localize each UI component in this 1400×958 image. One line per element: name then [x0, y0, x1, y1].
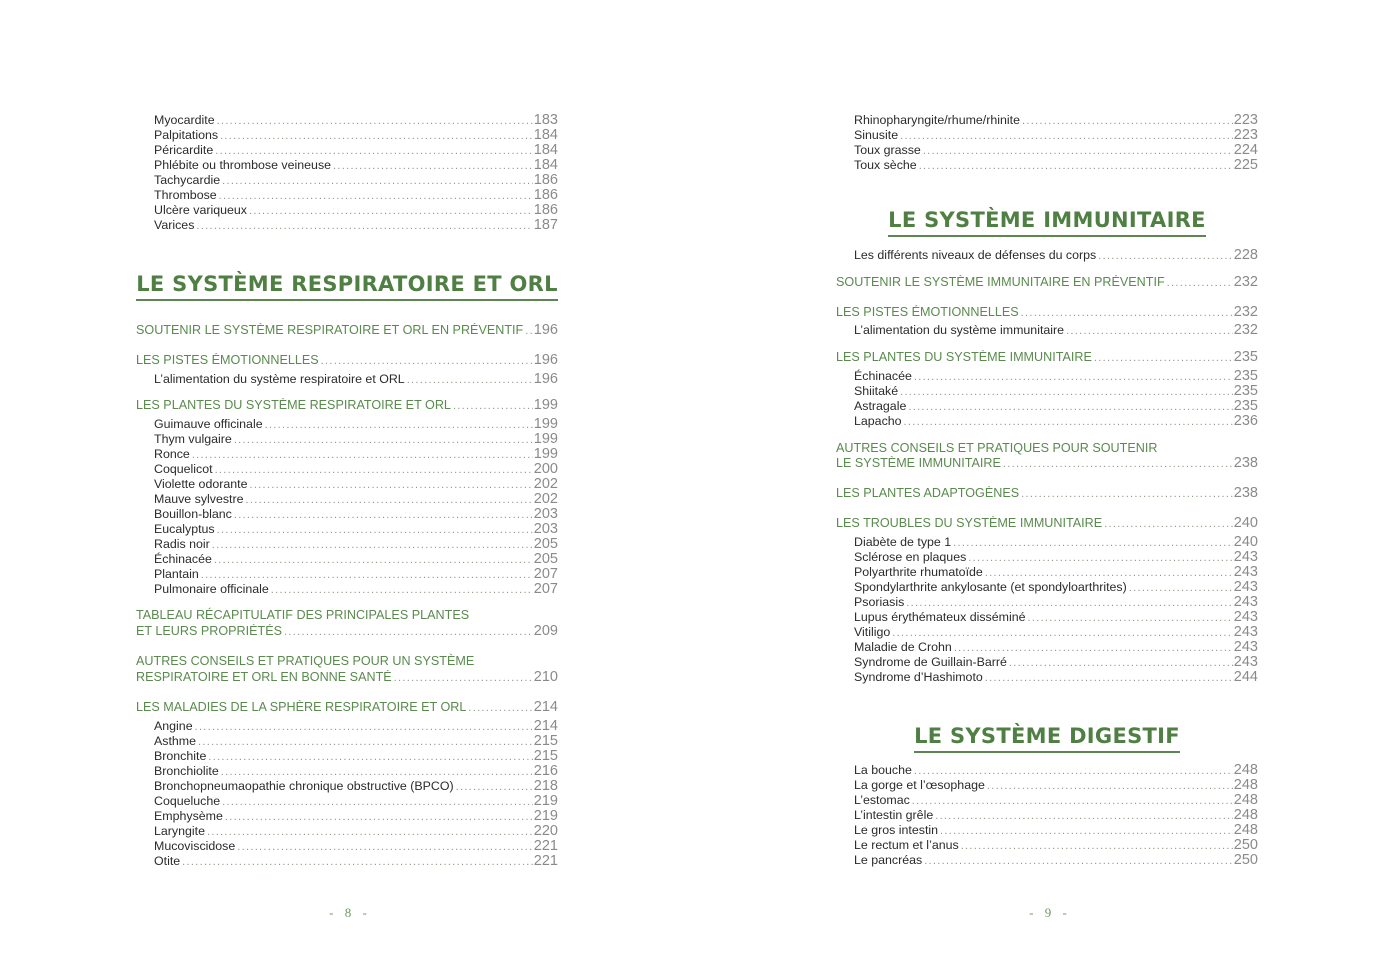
page-number: 223 — [1233, 113, 1258, 128]
page-number: 196 — [533, 323, 558, 338]
dot-leader — [1094, 351, 1233, 366]
section-heading[interactable]: LES MALADIES DE LA SPHÈRE RESPIRATOIRE ET ORL ..... 214 — [136, 700, 558, 716]
dot-leader — [198, 735, 533, 749]
toc-entry[interactable]: Varices ..... 187 — [154, 218, 558, 233]
dot-leader — [1066, 324, 1233, 338]
dot-leader — [217, 523, 533, 537]
toc-entry[interactable]: Otite ..... 221 — [154, 854, 558, 869]
toc-entry[interactable]: Sclérose en plaques ..... 243 — [854, 550, 1258, 565]
chapter-title-respiratory: LE SYSTÈME RESPIRATOIRE ET ORL — [136, 272, 558, 301]
dot-leader — [195, 720, 533, 734]
page-number: 221 — [533, 839, 558, 854]
dot-leader — [246, 493, 533, 507]
toc-entry[interactable]: Syndrome de Guillain-Barré ..... 243 — [854, 655, 1258, 670]
dot-leader — [914, 764, 1233, 778]
toc-entry[interactable]: Tachycardie ..... 186 — [154, 173, 558, 188]
page-number: 215 — [533, 749, 558, 764]
dot-leader — [249, 478, 532, 492]
dot-leader — [321, 354, 533, 369]
page-number: 218 — [533, 779, 558, 794]
section-heading[interactable]: LES TROUBLES DU SYSTÈME IMMUNITAIRE ..... 240 — [836, 516, 1258, 532]
dot-leader — [284, 625, 533, 640]
dot-leader — [207, 825, 533, 839]
toc-entry[interactable]: L’alimentation du système immunitaire ..... 232 — [854, 323, 1258, 338]
page-number: 199 — [533, 398, 558, 413]
page-number: 187 — [533, 218, 558, 233]
section-heading[interactable]: LES PLANTES DU SYSTÈME RESPIRATOIRE ET ORL ..... 199 — [136, 398, 558, 414]
section-heading[interactable]: LES PLANTES ADAPTOGÈNES ..... 238 — [836, 486, 1258, 502]
toc-entry[interactable]: Bouillon-blanc ..... 203 — [154, 507, 558, 522]
toc-entry[interactable]: Phlébite ou thrombose veineuse ..... 184 — [154, 158, 558, 173]
page-number: 236 — [1233, 414, 1258, 429]
toc-entry[interactable]: Sinusite ..... 223 — [854, 128, 1258, 143]
section-heading[interactable]: SOUTENIR LE SYSTÈME RESPIRATOIRE ET ORL EN PRÉVENTIF ..... 196 — [136, 323, 558, 339]
dot-leader — [217, 114, 533, 128]
page-number: 243 — [1233, 580, 1258, 595]
dot-leader — [912, 794, 1233, 808]
toc-entry[interactable]: Spondylarthrite ankylosante (et spondyloarthrites) ..... 243 — [854, 580, 1258, 595]
page-number: 184 — [533, 143, 558, 158]
page-number: 238 — [1233, 486, 1258, 501]
page-number: 186 — [533, 203, 558, 218]
toc-entry[interactable]: Asthme ..... 215 — [154, 734, 558, 749]
dot-leader — [222, 795, 533, 809]
dot-leader — [923, 144, 1233, 158]
right-page — [700, 0, 1400, 958]
toc-entry[interactable]: Plantain ..... 207 — [154, 567, 558, 582]
page-folio: - 9 - — [1029, 905, 1071, 920]
dot-leader — [1003, 457, 1233, 472]
dot-leader — [265, 418, 533, 432]
toc-entry[interactable]: Psoriasis ..... 243 — [854, 595, 1258, 610]
dot-leader — [968, 551, 1233, 565]
toc-entry[interactable]: Toux sèche ..... 225 — [854, 158, 1258, 173]
toc-entry[interactable]: Syndrome d’Hashimoto ..... 244 — [854, 670, 1258, 685]
chapter-title-immune: LE SYSTÈME IMMUNITAIRE — [836, 208, 1258, 237]
dot-leader — [394, 671, 533, 686]
page-number: 235 — [1233, 369, 1258, 384]
dot-leader — [1009, 656, 1233, 670]
page-number: 184 — [533, 128, 558, 143]
dot-leader — [935, 809, 1233, 823]
toc-entry[interactable]: Coquelicot ..... 200 — [154, 462, 558, 477]
page-number: 199 — [533, 432, 558, 447]
toc-entry[interactable]: La bouche ..... 248 — [854, 763, 1258, 778]
toc-entry[interactable]: Coqueluche ..... 219 — [154, 794, 558, 809]
toc-entry[interactable]: Bronchopneumaopathie chronique obstructive (BPCO) ..... 218 — [154, 779, 558, 794]
dot-leader — [234, 433, 533, 447]
dot-leader — [214, 553, 533, 567]
page-number: 200 — [533, 462, 558, 477]
dot-leader — [192, 448, 533, 462]
page-number: 248 — [1233, 808, 1258, 823]
toc-entry[interactable]: Eucalyptus ..... 203 — [154, 522, 558, 537]
dot-leader — [900, 385, 1233, 399]
section-heading[interactable]: LE SYSTÈME IMMUNITAIRE ..... 238 — [836, 456, 1258, 472]
dot-leader — [1022, 114, 1233, 128]
dot-leader — [208, 750, 532, 764]
page-number: 232 — [1233, 275, 1258, 290]
page-number: 238 — [1233, 456, 1258, 471]
page-number: 232 — [1233, 305, 1258, 320]
toc-entry[interactable]: Ronce ..... 199 — [154, 447, 558, 462]
dot-leader — [953, 536, 1233, 550]
page-number: 243 — [1233, 550, 1258, 565]
dot-leader — [900, 129, 1233, 143]
page-number: 207 — [533, 567, 558, 582]
page-number: 196 — [533, 372, 558, 387]
section-heading[interactable]: LES PISTES ÉMOTIONNELLES ..... 232 — [836, 305, 1258, 321]
dot-leader — [1021, 306, 1233, 321]
chapter-title-digestive: LE SYSTÈME DIGESTIF — [836, 724, 1258, 753]
dot-leader — [940, 824, 1233, 838]
toc-entry[interactable]: Thym vulgaire ..... 199 — [154, 432, 558, 447]
toc-entry[interactable]: Palpitations ..... 184 — [154, 128, 558, 143]
page-folio: - 8 - — [329, 905, 371, 920]
toc-entry[interactable]: Ulcère variqueux ..... 186 — [154, 203, 558, 218]
toc-entry[interactable]: Lupus érythémateux disséminé ..... 243 — [854, 610, 1258, 625]
dot-leader — [906, 596, 1233, 610]
dot-leader — [219, 189, 533, 203]
toc-entry[interactable]: L’estomac ..... 248 — [854, 793, 1258, 808]
page-number: 244 — [1233, 670, 1258, 685]
toc-entry[interactable]: L’alimentation du système respiratoire et ORL ..... 196 — [154, 372, 558, 387]
dot-leader — [212, 538, 533, 552]
toc-entry[interactable]: Échinacée ..... 205 — [154, 552, 558, 567]
page-number: 243 — [1233, 640, 1258, 655]
page-number: 225 — [1233, 158, 1258, 173]
page-number: 235 — [1233, 399, 1258, 414]
page-number: 223 — [1233, 128, 1258, 143]
page-number: 196 — [533, 353, 558, 368]
page-number: 240 — [1233, 516, 1258, 531]
page-number: 250 — [1233, 853, 1258, 868]
page-number: 219 — [533, 809, 558, 824]
toc-entry[interactable]: Emphysème ..... 219 — [154, 809, 558, 824]
toc-entry[interactable]: Astragale ..... 235 — [854, 399, 1258, 414]
page-number: 243 — [1233, 565, 1258, 580]
section-heading-line1: TABLEAU RÉCAPITULATIF DES PRINCIPALES PLANTES — [136, 608, 470, 622]
toc-entry[interactable]: Polyarthrite rhumatoïde ..... 243 — [854, 565, 1258, 580]
page-number: 248 — [1233, 763, 1258, 778]
page-number: 243 — [1233, 655, 1258, 670]
dot-leader — [1104, 517, 1233, 532]
toc-entry[interactable]: Shiitaké ..... 235 — [854, 384, 1258, 399]
dot-leader — [1021, 487, 1233, 502]
toc-entry[interactable]: Laryngite ..... 220 — [154, 824, 558, 839]
page-number: 199 — [533, 417, 558, 432]
toc-entry[interactable]: Guimauve officinale ..... 199 — [154, 417, 558, 432]
page-number: 210 — [533, 670, 558, 685]
dot-leader — [249, 204, 533, 218]
page-number: 214 — [533, 700, 558, 715]
page-number: 235 — [1233, 350, 1258, 365]
section-heading-line1: AUTRES CONSEILS ET PRATIQUES POUR SOUTENIR — [836, 441, 1158, 455]
dot-leader — [222, 174, 533, 188]
page-number: 216 — [533, 764, 558, 779]
section-heading[interactable]: LES PISTES ÉMOTIONNELLES ..... 196 — [136, 353, 558, 369]
toc-entry[interactable]: Rhinopharyngite/rhume/rhinite ..... 223 — [854, 113, 1258, 128]
toc-entry[interactable]: Radis noir ..... 205 — [154, 537, 558, 552]
page-number: 243 — [1233, 595, 1258, 610]
toc-entry[interactable]: Angine ..... 214 — [154, 719, 558, 734]
section-heading[interactable]: SOUTENIR LE SYSTÈME IMMUNITAIRE EN PRÉVENTIF ..... 232 — [836, 275, 1258, 291]
dot-leader — [1129, 581, 1233, 595]
section-heading[interactable]: LES PLANTES DU SYSTÈME IMMUNITAIRE ..... 235 — [836, 350, 1258, 366]
page-number: 235 — [1233, 384, 1258, 399]
page-number: 203 — [533, 522, 558, 537]
page-number: 202 — [533, 477, 558, 492]
toc-entry[interactable]: Échinacée ..... 235 — [854, 369, 1258, 384]
page-number: 248 — [1233, 778, 1258, 793]
dot-leader — [407, 373, 533, 387]
toc-entry[interactable]: Thrombose ..... 186 — [154, 188, 558, 203]
page-number: 207 — [533, 582, 558, 597]
dot-leader — [1167, 276, 1233, 291]
dot-leader — [904, 415, 1233, 429]
dot-leader — [914, 370, 1233, 384]
toc-entry[interactable]: Vitiligo ..... 243 — [854, 625, 1258, 640]
page-number: 224 — [1233, 143, 1258, 158]
toc-entry[interactable]: Myocardite ..... 183 — [154, 113, 558, 128]
dot-leader — [908, 400, 1232, 414]
page-number: 203 — [533, 507, 558, 522]
dot-leader — [225, 810, 533, 824]
toc-entry[interactable]: La gorge et l’œsophage ..... 248 — [854, 778, 1258, 793]
dot-leader — [961, 839, 1233, 853]
toc-entry[interactable]: Pulmonaire officinale ..... 207 — [154, 582, 558, 597]
dot-leader — [924, 854, 1233, 868]
page-number: 232 — [1233, 323, 1258, 338]
page-number: 209 — [533, 624, 558, 639]
toc-entry[interactable]: Lapacho ..... 236 — [854, 414, 1258, 429]
toc-entry[interactable]: Le gros intestin ..... 248 — [854, 823, 1258, 838]
page-number: 183 — [533, 113, 558, 128]
page-number: 186 — [533, 173, 558, 188]
toc-entry[interactable]: Toux grasse ..... 224 — [854, 143, 1258, 158]
page-number: 202 — [533, 492, 558, 507]
toc-entry[interactable]: Maladie de Crohn ..... 243 — [854, 640, 1258, 655]
section-heading[interactable]: ET LEURS PROPRIÉTÉS ..... 209 — [136, 624, 558, 640]
toc-entry[interactable]: Le pancréas ..... 250 — [854, 853, 1258, 868]
page-number: 215 — [533, 734, 558, 749]
page-number: 214 — [533, 719, 558, 734]
toc-entry[interactable]: Le rectum et l’anus ..... 250 — [854, 838, 1258, 853]
dot-leader — [453, 399, 533, 414]
dot-leader — [987, 779, 1233, 793]
section-heading[interactable]: RESPIRATOIRE ET ORL EN BONNE SANTÉ ..... 210 — [136, 670, 558, 686]
dot-leader — [182, 855, 533, 869]
dot-leader — [234, 508, 533, 522]
toc-entry[interactable]: Mucoviscidose ..... 221 — [154, 839, 558, 854]
dot-leader — [1098, 249, 1233, 263]
section-heading-line1: AUTRES CONSEILS ET PRATIQUES POUR UN SYSTÈME — [136, 654, 475, 668]
toc-entry[interactable]: Bronchiolite ..... 216 — [154, 764, 558, 779]
dot-leader — [892, 626, 1233, 640]
dot-leader — [985, 671, 1233, 685]
page-number: 248 — [1233, 823, 1258, 838]
page-number: 250 — [1233, 838, 1258, 853]
dot-leader — [221, 765, 533, 779]
page-number: 199 — [533, 447, 558, 462]
dot-leader — [215, 463, 533, 477]
toc-entry[interactable]: Violette odorante ..... 202 — [154, 477, 558, 492]
page-number: 221 — [533, 854, 558, 869]
toc-entry[interactable]: Les différents niveaux de défenses du corps ..... 228 — [854, 248, 1258, 263]
dot-leader — [271, 583, 533, 597]
page-number: 205 — [533, 537, 558, 552]
dot-leader — [196, 219, 532, 233]
toc-entry[interactable]: Diabète de type 1 ..... 240 — [854, 535, 1258, 550]
page-number: 248 — [1233, 793, 1258, 808]
dot-leader — [237, 840, 533, 854]
toc-entry[interactable]: L’intestin grêle ..... 248 — [854, 808, 1258, 823]
dot-leader — [919, 159, 1233, 173]
toc-entry[interactable]: Péricardite ..... 184 — [154, 143, 558, 158]
dot-leader — [954, 641, 1233, 655]
dot-leader — [985, 566, 1233, 580]
dot-leader — [220, 129, 533, 143]
dot-leader — [1028, 611, 1233, 625]
dot-leader — [456, 780, 533, 794]
toc-entry[interactable]: Bronchite ..... 215 — [154, 749, 558, 764]
page-number: 240 — [1233, 535, 1258, 550]
dot-leader — [468, 701, 532, 716]
toc-entry[interactable]: Mauve sylvestre ..... 202 — [154, 492, 558, 507]
page-number: 228 — [1233, 248, 1258, 263]
page-number: 186 — [533, 188, 558, 203]
page-number: 220 — [533, 824, 558, 839]
page-number: 219 — [533, 794, 558, 809]
page-number: 243 — [1233, 625, 1258, 640]
dot-leader — [525, 324, 533, 339]
page-number: 184 — [533, 158, 558, 173]
page-number: 205 — [533, 552, 558, 567]
page-number: 243 — [1233, 610, 1258, 625]
dot-leader — [333, 159, 533, 173]
dot-leader — [201, 568, 533, 582]
dot-leader — [215, 144, 533, 158]
